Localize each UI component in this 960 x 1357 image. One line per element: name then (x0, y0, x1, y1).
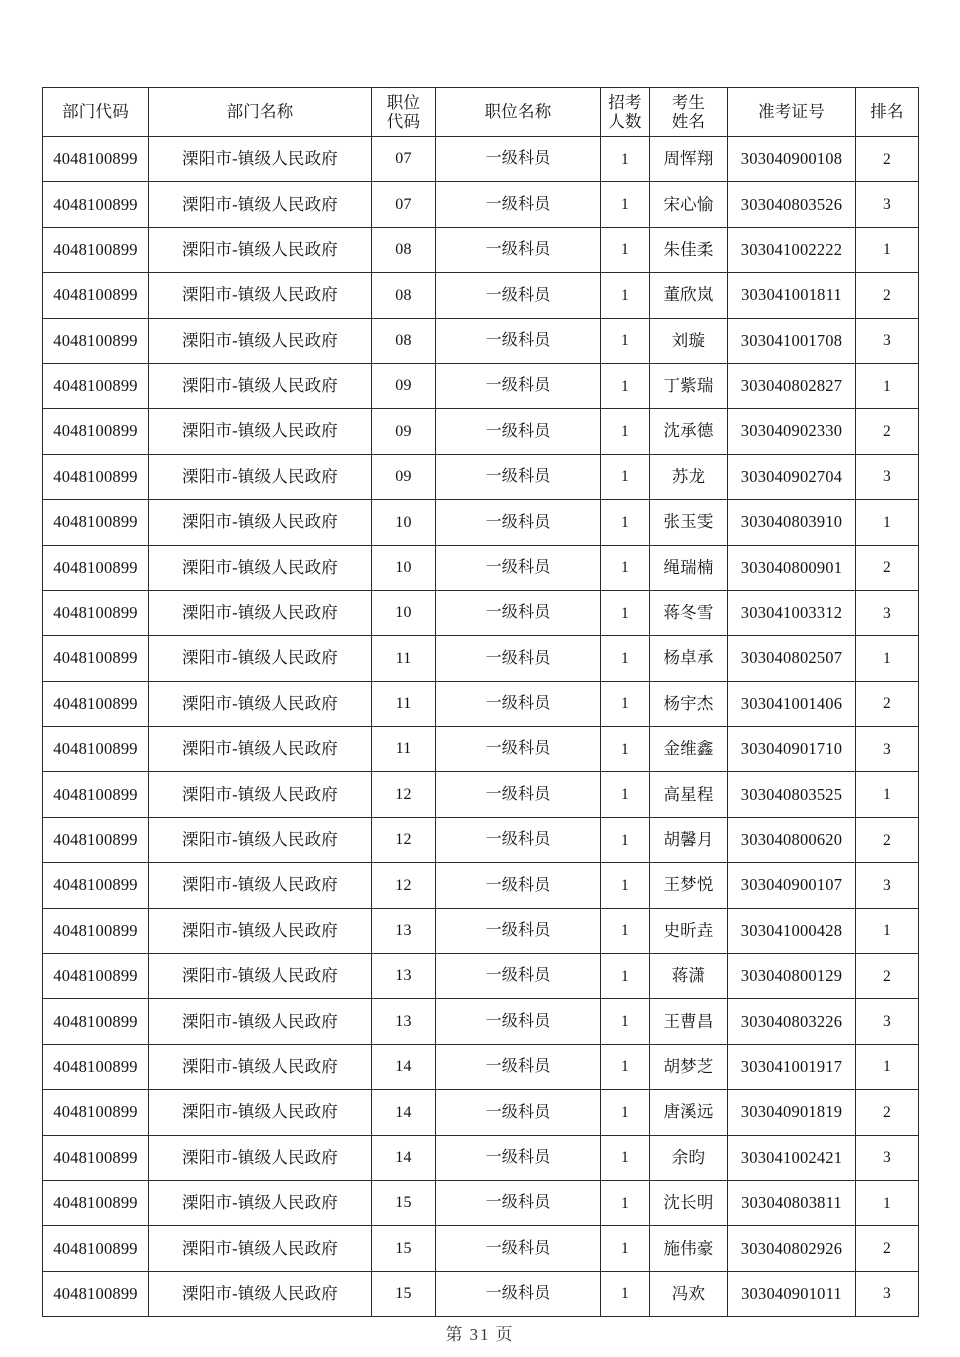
cell-quota: 1 (601, 1180, 650, 1225)
cell-dept-name: 溧阳市-镇级人民政府 (149, 954, 372, 999)
cell-pos-code: 11 (372, 727, 436, 772)
cell-pos-name: 一级科员 (436, 1044, 601, 1089)
cell-ticket: 303040803226 (728, 999, 856, 1044)
cell-dept-code: 4048100899 (43, 227, 149, 272)
cell-quota: 1 (601, 500, 650, 545)
cell-dept-name: 溧阳市-镇级人民政府 (149, 681, 372, 726)
table-row (43, 1226, 919, 1271)
cell-dept-name: 溧阳市-镇级人民政府 (149, 772, 372, 817)
cell-dept-name: 溧阳市-镇级人民政府 (149, 500, 372, 545)
column-header-name (650, 88, 728, 137)
cell-rank: 1 (856, 363, 919, 408)
cell-pos-name: 一级科员 (436, 1180, 601, 1225)
cell-pos-code: 08 (372, 273, 436, 318)
table-row (43, 727, 919, 772)
cell-pos-name: 一级科员 (436, 817, 601, 862)
table-row (43, 1044, 919, 1089)
cell-ticket: 303041001708 (728, 318, 856, 363)
cell-dept-name: 溧阳市-镇级人民政府 (149, 908, 372, 953)
cell-rank: 3 (856, 727, 919, 772)
cell-ticket: 303041002222 (728, 227, 856, 272)
cell-dept-code: 4048100899 (43, 1226, 149, 1271)
column-header-quota-line-1: 招考 (608, 92, 642, 112)
cell-dept-code: 4048100899 (43, 954, 149, 999)
cell-rank: 1 (856, 1180, 919, 1225)
cell-quota: 1 (601, 999, 650, 1044)
cell-quota: 1 (601, 363, 650, 408)
cell-dept-code: 4048100899 (43, 1135, 149, 1180)
cell-pos-code: 08 (372, 318, 436, 363)
cell-quota: 1 (601, 1090, 650, 1135)
cell-ticket: 303040900107 (728, 863, 856, 908)
page-footer-suffix: 页 (495, 1325, 515, 1344)
column-header-ticket-line-1: 准考证号 (758, 102, 825, 122)
cell-name: 高星程 (650, 772, 728, 817)
cell-dept-code: 4048100899 (43, 273, 149, 318)
cell-pos-name: 一级科员 (436, 545, 601, 590)
cell-rank: 2 (856, 137, 919, 182)
cell-quota: 1 (601, 1135, 650, 1180)
cell-pos-code: 13 (372, 999, 436, 1044)
cell-dept-name: 溧阳市-镇级人民政府 (149, 137, 372, 182)
cell-dept-code: 4048100899 (43, 454, 149, 499)
column-header-pos-code-line-1: 职位 (386, 92, 421, 112)
cell-dept-name: 溧阳市-镇级人民政府 (149, 182, 372, 227)
cell-pos-name: 一级科员 (436, 772, 601, 817)
table-row (43, 772, 919, 817)
cell-dept-name: 溧阳市-镇级人民政府 (149, 1135, 372, 1180)
cell-pos-code: 13 (372, 954, 436, 999)
page-number: 31 (469, 1325, 491, 1344)
table-row (43, 409, 919, 454)
cell-ticket: 303040902704 (728, 454, 856, 499)
cell-ticket: 303040803811 (728, 1180, 856, 1225)
table-row (43, 273, 919, 318)
cell-dept-code: 4048100899 (43, 500, 149, 545)
table-header-row (43, 88, 919, 137)
cell-pos-code: 11 (372, 681, 436, 726)
cell-dept-name: 溧阳市-镇级人民政府 (149, 454, 372, 499)
table-row (43, 1180, 919, 1225)
column-header-quota (601, 88, 650, 137)
cell-dept-code: 4048100899 (43, 137, 149, 182)
cell-pos-name: 一级科员 (436, 454, 601, 499)
cell-rank: 1 (856, 1044, 919, 1089)
cell-pos-code: 14 (372, 1090, 436, 1135)
table-row (43, 363, 919, 408)
cell-dept-code: 4048100899 (43, 636, 149, 681)
cell-dept-code: 4048100899 (43, 1180, 149, 1225)
cell-pos-name: 一级科员 (436, 1226, 601, 1271)
cell-pos-name: 一级科员 (436, 590, 601, 635)
table-row (43, 137, 919, 182)
cell-ticket: 303040802507 (728, 636, 856, 681)
cell-rank: 2 (856, 954, 919, 999)
cell-dept-name: 溧阳市-镇级人民政府 (149, 409, 372, 454)
cell-pos-name: 一级科员 (436, 182, 601, 227)
cell-ticket: 303041002421 (728, 1135, 856, 1180)
cell-quota: 1 (601, 727, 650, 772)
cell-name: 胡梦芝 (650, 1044, 728, 1089)
cell-pos-code: 15 (372, 1271, 436, 1316)
cell-pos-name: 一级科员 (436, 137, 601, 182)
column-header-dept-code-line-1: 部门代码 (62, 102, 129, 122)
cell-dept-name: 溧阳市-镇级人民政府 (149, 273, 372, 318)
cell-quota: 1 (601, 1271, 650, 1316)
page-footer-prefix: 第 (445, 1325, 465, 1344)
cell-name: 施伟豪 (650, 1226, 728, 1271)
cell-name: 宋心愉 (650, 182, 728, 227)
cell-quota: 1 (601, 817, 650, 862)
cell-ticket: 303041001811 (728, 273, 856, 318)
cell-pos-code: 09 (372, 363, 436, 408)
cell-ticket: 303040802926 (728, 1226, 856, 1271)
cell-ticket: 303041001917 (728, 1044, 856, 1089)
cell-rank: 3 (856, 999, 919, 1044)
cell-pos-name: 一级科员 (436, 954, 601, 999)
cell-pos-code: 14 (372, 1135, 436, 1180)
cell-rank: 1 (856, 772, 919, 817)
cell-dept-code: 4048100899 (43, 727, 149, 772)
cell-quota: 1 (601, 681, 650, 726)
cell-rank: 3 (856, 182, 919, 227)
cell-pos-code: 15 (372, 1226, 436, 1271)
cell-dept-code: 4048100899 (43, 908, 149, 953)
cell-rank: 2 (856, 1090, 919, 1135)
cell-pos-name: 一级科员 (436, 1271, 601, 1316)
cell-pos-name: 一级科员 (436, 908, 601, 953)
column-header-name-line-2: 姓名 (671, 112, 706, 131)
cell-dept-name: 溧阳市-镇级人民政府 (149, 1271, 372, 1316)
cell-dept-code: 4048100899 (43, 545, 149, 590)
table-row (43, 590, 919, 635)
cell-dept-name: 溧阳市-镇级人民政府 (149, 1180, 372, 1225)
column-header-quota-line-2: 人数 (608, 112, 642, 131)
cell-quota: 1 (601, 636, 650, 681)
cell-quota: 1 (601, 273, 650, 318)
cell-dept-code: 4048100899 (43, 863, 149, 908)
cell-pos-name: 一级科员 (436, 636, 601, 681)
cell-quota: 1 (601, 454, 650, 499)
cell-dept-code: 4048100899 (43, 363, 149, 408)
cell-rank: 1 (856, 227, 919, 272)
cell-pos-code: 09 (372, 454, 436, 499)
cell-pos-name: 一级科员 (436, 681, 601, 726)
cell-dept-name: 溧阳市-镇级人民政府 (149, 545, 372, 590)
table-row (43, 908, 919, 953)
cell-ticket: 303041000428 (728, 908, 856, 953)
cell-quota: 1 (601, 1044, 650, 1089)
cell-rank: 3 (856, 1271, 919, 1316)
column-header-ticket (728, 88, 856, 137)
cell-dept-name: 溧阳市-镇级人民政府 (149, 590, 372, 635)
column-header-dept-name-line-1: 部门名称 (226, 102, 294, 122)
cell-name: 朱佳柔 (650, 227, 728, 272)
cell-quota: 1 (601, 863, 650, 908)
cell-dept-name: 溧阳市-镇级人民政府 (149, 727, 372, 772)
table-row (43, 863, 919, 908)
cell-quota: 1 (601, 590, 650, 635)
cell-pos-name: 一级科员 (436, 363, 601, 408)
cell-name: 余昀 (650, 1135, 728, 1180)
cell-ticket: 303040902330 (728, 409, 856, 454)
cell-rank: 2 (856, 1226, 919, 1271)
cell-dept-code: 4048100899 (43, 772, 149, 817)
cell-ticket: 303040901011 (728, 1271, 856, 1316)
table-row (43, 182, 919, 227)
cell-pos-name: 一级科员 (436, 1135, 601, 1180)
cell-name: 蒋冬雪 (650, 590, 728, 635)
column-header-pos-code-line-2: 代码 (386, 112, 421, 131)
cell-quota: 1 (601, 1226, 650, 1271)
cell-ticket: 303041001406 (728, 681, 856, 726)
cell-pos-code: 12 (372, 817, 436, 862)
cell-name: 董欣岚 (650, 273, 728, 318)
cell-rank: 1 (856, 908, 919, 953)
cell-rank: 2 (856, 273, 919, 318)
cell-name: 绳瑞楠 (650, 545, 728, 590)
cell-name: 蒋潇 (650, 954, 728, 999)
cell-quota: 1 (601, 137, 650, 182)
column-header-pos-code (372, 88, 436, 137)
cell-quota: 1 (601, 227, 650, 272)
cell-name: 苏龙 (650, 454, 728, 499)
table-row (43, 454, 919, 499)
cell-pos-code: 09 (372, 409, 436, 454)
cell-name: 沈长明 (650, 1180, 728, 1225)
column-header-pos-name-line-1: 职位名称 (484, 102, 552, 122)
cell-pos-code: 10 (372, 500, 436, 545)
cell-pos-name: 一级科员 (436, 863, 601, 908)
cell-name: 周恽翔 (650, 137, 728, 182)
cell-rank: 2 (856, 817, 919, 862)
cell-dept-name: 溧阳市-镇级人民政府 (149, 318, 372, 363)
column-header-dept-name (149, 88, 372, 137)
cell-quota: 1 (601, 182, 650, 227)
cell-dept-code: 4048100899 (43, 1090, 149, 1135)
cell-pos-code: 08 (372, 227, 436, 272)
cell-pos-code: 11 (372, 636, 436, 681)
cell-pos-name: 一级科员 (436, 1090, 601, 1135)
cell-rank: 3 (856, 1135, 919, 1180)
cell-dept-code: 4048100899 (43, 590, 149, 635)
cell-pos-code: 12 (372, 772, 436, 817)
table-row (43, 1135, 919, 1180)
cell-ticket: 303040803526 (728, 182, 856, 227)
cell-rank: 3 (856, 318, 919, 363)
cell-pos-name: 一级科员 (436, 409, 601, 454)
cell-dept-name: 溧阳市-镇级人民政府 (149, 1226, 372, 1271)
cell-ticket: 303040802827 (728, 363, 856, 408)
cell-pos-name: 一级科员 (436, 727, 601, 772)
cell-name: 胡馨月 (650, 817, 728, 862)
table-body (43, 137, 919, 1317)
cell-pos-code: 07 (372, 137, 436, 182)
cell-name: 王曹昌 (650, 999, 728, 1044)
cell-name: 沈承德 (650, 409, 728, 454)
cell-rank: 2 (856, 545, 919, 590)
cell-quota: 1 (601, 409, 650, 454)
cell-quota: 1 (601, 545, 650, 590)
cell-dept-code: 4048100899 (43, 409, 149, 454)
cell-pos-code: 14 (372, 1044, 436, 1089)
cell-rank: 2 (856, 409, 919, 454)
cell-name: 冯欢 (650, 1271, 728, 1316)
column-header-pos-name (436, 88, 601, 137)
table-header (43, 88, 919, 137)
cell-name: 杨宇杰 (650, 681, 728, 726)
cell-ticket: 303040901710 (728, 727, 856, 772)
table-row (43, 318, 919, 363)
table-row (43, 500, 919, 545)
table-row (43, 999, 919, 1044)
table-row (43, 1271, 919, 1316)
column-header-dept-code (43, 88, 149, 137)
cell-dept-name: 溧阳市-镇级人民政府 (149, 1044, 372, 1089)
cell-pos-code: 13 (372, 908, 436, 953)
cell-ticket: 303041003312 (728, 590, 856, 635)
cell-pos-code: 07 (372, 182, 436, 227)
cell-dept-name: 溧阳市-镇级人民政府 (149, 863, 372, 908)
cell-dept-code: 4048100899 (43, 182, 149, 227)
cell-ticket: 303040803525 (728, 772, 856, 817)
cell-name: 杨卓承 (650, 636, 728, 681)
cell-pos-name: 一级科员 (436, 273, 601, 318)
cell-rank: 1 (856, 636, 919, 681)
cell-ticket: 303040900108 (728, 137, 856, 182)
cell-rank: 1 (856, 500, 919, 545)
table-row (43, 817, 919, 862)
cell-dept-code: 4048100899 (43, 1044, 149, 1089)
cell-pos-name: 一级科员 (436, 500, 601, 545)
cell-dept-name: 溧阳市-镇级人民政府 (149, 999, 372, 1044)
cell-rank: 3 (856, 590, 919, 635)
cell-dept-name: 溧阳市-镇级人民政府 (149, 636, 372, 681)
cell-dept-code: 4048100899 (43, 817, 149, 862)
cell-pos-name: 一级科员 (436, 999, 601, 1044)
cell-quota: 1 (601, 954, 650, 999)
result-table (42, 87, 919, 1317)
cell-name: 史昕垚 (650, 908, 728, 953)
cell-dept-name: 溧阳市-镇级人民政府 (149, 1090, 372, 1135)
table-row (43, 227, 919, 272)
cell-ticket: 303040800620 (728, 817, 856, 862)
cell-name: 唐溪远 (650, 1090, 728, 1135)
cell-quota: 1 (601, 908, 650, 953)
cell-pos-code: 15 (372, 1180, 436, 1225)
cell-quota: 1 (601, 318, 650, 363)
table-row (43, 1090, 919, 1135)
cell-ticket: 303040901819 (728, 1090, 856, 1135)
cell-ticket: 303040800901 (728, 545, 856, 590)
cell-rank: 3 (856, 863, 919, 908)
cell-dept-name: 溧阳市-镇级人民政府 (149, 817, 372, 862)
cell-dept-name: 溧阳市-镇级人民政府 (149, 363, 372, 408)
cell-pos-code: 10 (372, 545, 436, 590)
cell-dept-code: 4048100899 (43, 999, 149, 1044)
table-row (43, 681, 919, 726)
page-footer (0, 1320, 960, 1345)
cell-dept-code: 4048100899 (43, 318, 149, 363)
cell-rank: 3 (856, 454, 919, 499)
column-header-rank-line-1: 排名 (870, 102, 904, 122)
cell-rank: 2 (856, 681, 919, 726)
cell-name: 张玉雯 (650, 500, 728, 545)
cell-dept-code: 4048100899 (43, 1271, 149, 1316)
cell-pos-name: 一级科员 (436, 227, 601, 272)
cell-name: 丁紫瑞 (650, 363, 728, 408)
table-row (43, 636, 919, 681)
column-header-rank (856, 88, 919, 137)
column-header-name-line-1: 考生 (671, 92, 706, 112)
table-row (43, 954, 919, 999)
cell-pos-code: 10 (372, 590, 436, 635)
cell-name: 金维鑫 (650, 727, 728, 772)
cell-name: 刘璇 (650, 318, 728, 363)
table-row (43, 545, 919, 590)
cell-dept-name: 溧阳市-镇级人民政府 (149, 227, 372, 272)
cell-pos-code: 12 (372, 863, 436, 908)
cell-dept-code: 4048100899 (43, 681, 149, 726)
cell-ticket: 303040800129 (728, 954, 856, 999)
cell-name: 王梦悦 (650, 863, 728, 908)
cell-ticket: 303040803910 (728, 500, 856, 545)
cell-pos-name: 一级科员 (436, 318, 601, 363)
cell-quota: 1 (601, 772, 650, 817)
result-table-container (42, 87, 918, 1317)
